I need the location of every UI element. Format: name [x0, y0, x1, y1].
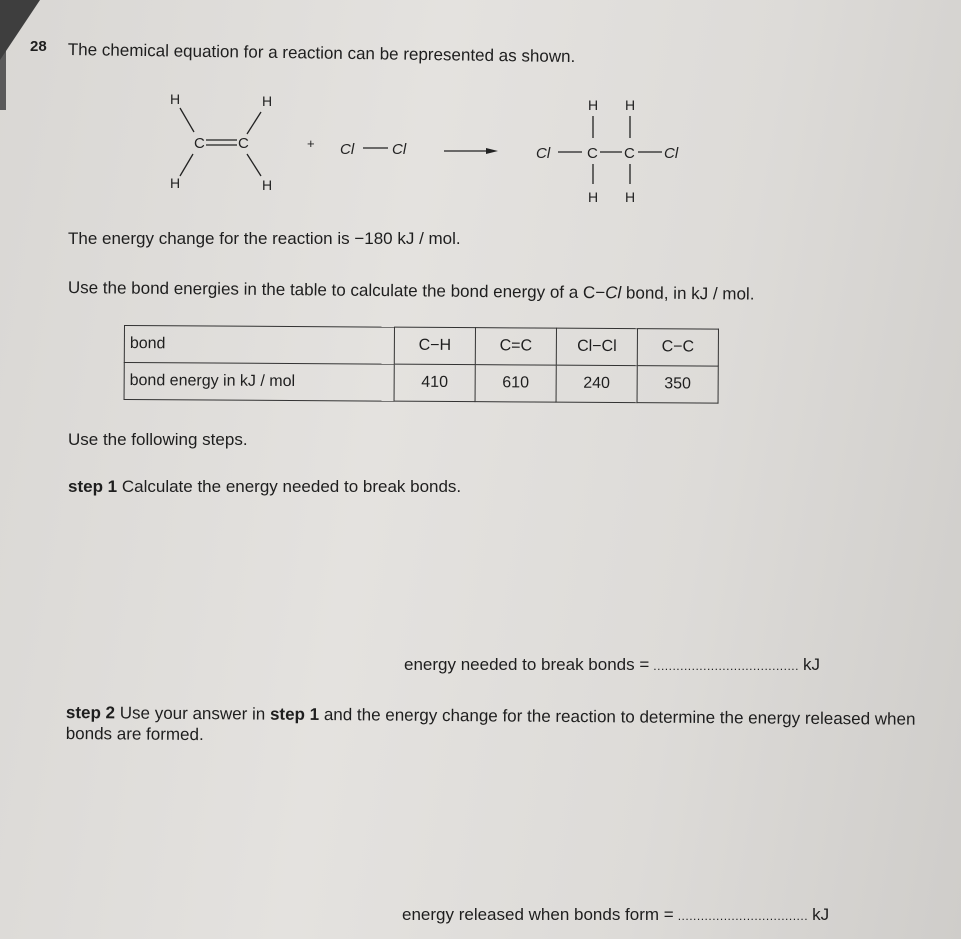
atom-c: C	[238, 135, 249, 152]
unit-label: kJ	[812, 905, 830, 924]
atom-h: H	[170, 91, 181, 107]
table-cell-bond: C=C	[475, 328, 556, 365]
atom-h: H	[588, 97, 599, 113]
step-1-label: step 1	[68, 477, 118, 496]
table-row	[124, 363, 718, 404]
energy-change-statement: The energy change for the reaction is −180 kJ / mol.	[68, 229, 461, 248]
atom-h: H	[170, 175, 181, 191]
atom-h: H	[262, 93, 273, 109]
dichloroethane-structure	[536, 97, 679, 205]
atom-h: H	[262, 177, 273, 193]
answer-blank[interactable]: ......................................	[653, 659, 799, 673]
step-2-text-end: and the energy change for the reaction to determine the energy released when bonds are formed.	[65, 704, 916, 745]
table-cell-bond: Cl−Cl	[556, 328, 637, 365]
step-1-answer-line[interactable]	[404, 655, 820, 675]
plus-sign: +	[307, 136, 315, 151]
step-1-answer-label: energy needed to break bonds =	[404, 655, 650, 674]
bond-line	[180, 154, 193, 176]
atom-cl: Cl	[664, 145, 679, 162]
atom-h: H	[625, 189, 636, 205]
table-cell-bond: C−H	[394, 327, 475, 364]
table-header-energy: bond energy in kJ / mol	[124, 363, 394, 402]
reaction-arrow	[444, 148, 498, 154]
step-2-label: step 2	[65, 702, 116, 723]
chlorine-molecule	[340, 141, 407, 158]
instruction-text: Use the bond energies in the table to calculate the bond energy of a C−	[67, 278, 606, 303]
instruction-text-end: bond, in kJ / mol.	[621, 283, 755, 304]
atom-c: C	[624, 145, 635, 162]
step-2-answer-label: energy released when bonds form =	[402, 905, 674, 924]
step-2-reference: step 1	[269, 704, 320, 724]
unit-label: kJ	[802, 655, 820, 674]
table-cell-energy: 610	[475, 365, 556, 402]
atom-cl: Cl	[340, 141, 355, 158]
step-1-text: Calculate the energy needed to break bonds.	[117, 477, 462, 496]
atom-cl: Cl	[392, 141, 407, 158]
instruction	[68, 278, 755, 305]
table-cell-bond: C−C	[637, 329, 718, 366]
bond-line	[247, 112, 261, 134]
bond-line	[180, 108, 194, 132]
bond-line	[247, 154, 261, 176]
steps-intro: Use the following steps.	[68, 430, 248, 449]
step-2-answer-line[interactable]	[402, 905, 829, 925]
atom-h: H	[588, 189, 599, 205]
step-2	[66, 702, 926, 751]
question-number: 28	[30, 38, 47, 55]
atom-c: C	[194, 135, 205, 152]
chemical-equation	[150, 80, 710, 220]
atom-c: C	[587, 145, 598, 162]
instruction-cl: Cl	[605, 283, 622, 303]
table-cell-energy: 240	[556, 365, 637, 402]
bond-energy-table	[124, 325, 719, 404]
step-2-text: Use your answer in	[114, 703, 271, 724]
ethene-structure	[170, 91, 272, 193]
answer-blank[interactable]: ..................................	[677, 909, 809, 923]
question-intro: The chemical equation for a reaction can be represented as shown.	[67, 40, 576, 67]
table-row	[124, 326, 718, 367]
table-header-bond: bond	[124, 326, 394, 365]
table-cell-energy: 410	[394, 364, 475, 401]
atom-h: H	[625, 97, 636, 113]
table-cell-energy: 350	[637, 366, 718, 403]
step-1	[68, 477, 461, 497]
atom-cl: Cl	[536, 145, 551, 162]
